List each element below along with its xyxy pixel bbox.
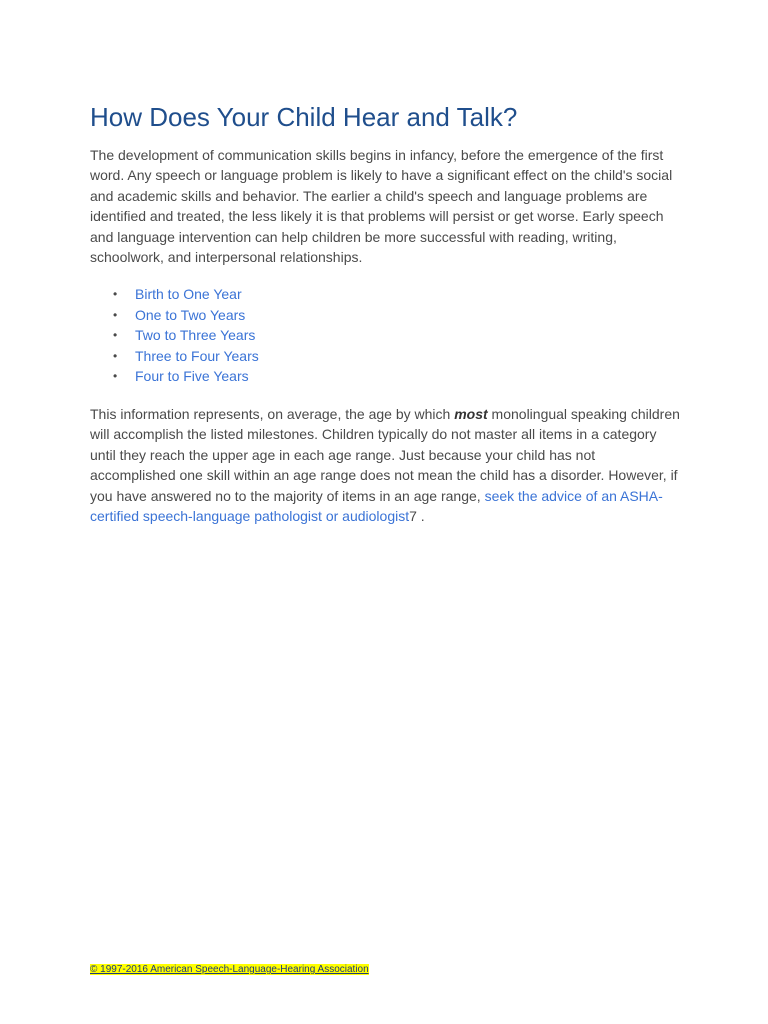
seek-advice-link[interactable]: seek the advice of an ASHA-certified speech-language pathologist or audiologist — [90, 487, 663, 525]
bullet-icon: • — [113, 348, 118, 363]
list-item — [90, 305, 259, 326]
bullet-icon: • — [113, 328, 118, 342]
age-range-list — [90, 284, 259, 387]
link-three-to-four-years[interactable]: Three to Four Years — [135, 347, 259, 364]
bullet-icon: • — [113, 307, 118, 322]
list-item — [90, 346, 259, 367]
list-item — [90, 325, 259, 346]
list-item — [90, 366, 259, 387]
copyright-footer — [90, 963, 369, 977]
milestones-info-paragraph — [90, 404, 682, 526]
info-suffix: 7 . — [409, 508, 425, 525]
link-two-to-three-years[interactable]: Two to Three Years — [135, 327, 256, 343]
emphasis-most: most — [454, 406, 488, 422]
link-four-to-five-years[interactable]: Four to Five Years — [135, 368, 249, 384]
list-item — [90, 284, 259, 305]
copyright-text[interactable]: © 1997-2016 American Speech-Language-Hearing Association — [90, 964, 369, 975]
link-one-to-two-years[interactable]: One to Two Years — [135, 306, 246, 323]
bullet-icon: • — [113, 369, 118, 383]
intro-paragraph: The development of communication skills begins in infancy, before the emergence of the first word. Any speech or language problem is likely to have a significant effect on the child's social and academic skills and behavior. The earlier a child's speech and language problems are identified and treated, the less likely it is that problems will persist or get worse. Early speech and language intervention can help children be more successful with reading, writing, schoolwork, and interpersonal relationships. — [90, 147, 673, 266]
page-title: How Does Your Child Hear and Talk? — [90, 102, 518, 132]
info-text-before: This information represents, on average, the age by which — [90, 406, 455, 422]
link-birth-to-one-year[interactable]: Birth to One Year — [135, 286, 242, 302]
bullet-icon: • — [113, 287, 118, 301]
info-text-after: monolingual speaking children will accomplish the listed milestones. Children typically do not master all items in a category until they reach the upper age in each age range. Just because your child has not accomplished one skill within an age range does not mean the child has a disorder. However, if you have answered no to the majority of items in an age range, — [90, 406, 680, 504]
